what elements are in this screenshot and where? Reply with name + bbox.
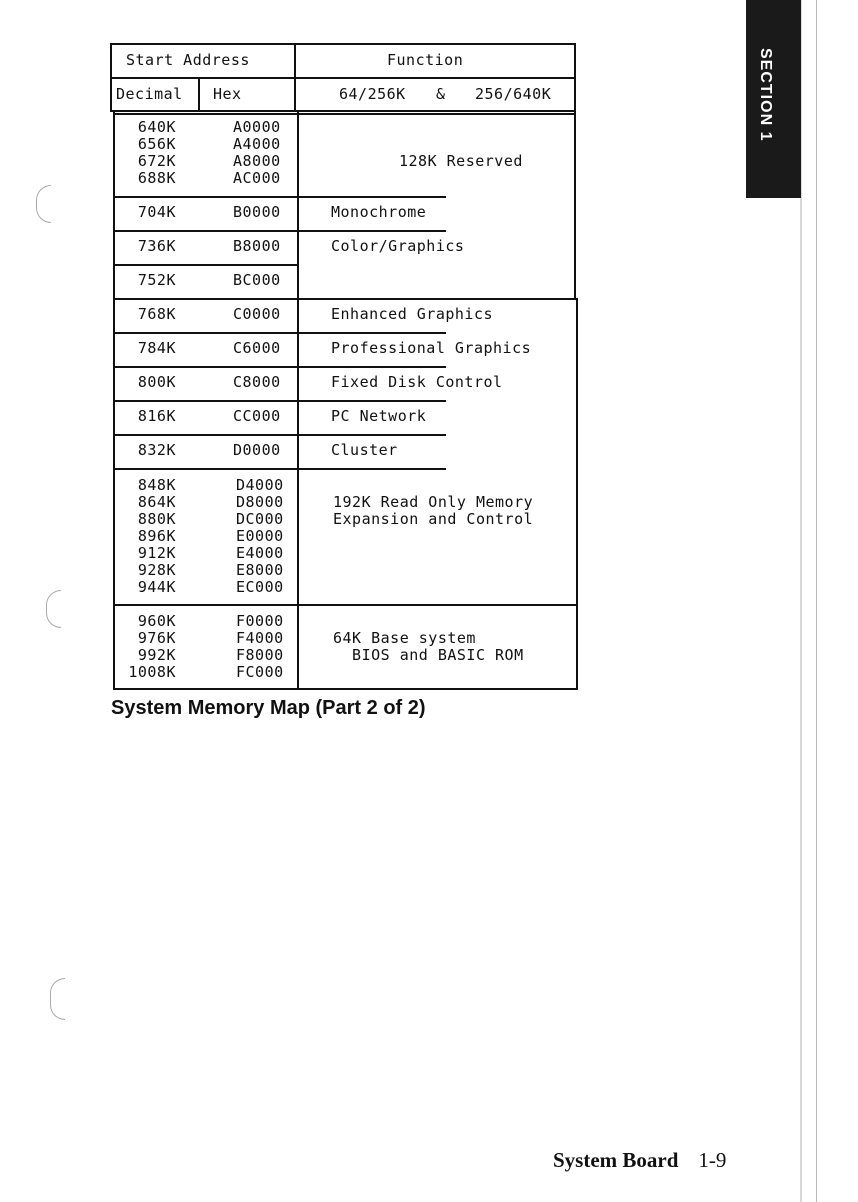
hex-cell: FC000 xyxy=(236,663,284,681)
header-func-sub-right: 256/640K xyxy=(475,85,552,103)
decimal-cell: 640K xyxy=(137,118,176,136)
table-rule xyxy=(113,113,576,115)
row-rule xyxy=(113,434,446,436)
decimal-cell: 736K xyxy=(137,237,176,255)
decimal-cell: 656K xyxy=(137,135,176,153)
table-border-top xyxy=(110,43,576,45)
section-tab-label: SECTION 1 xyxy=(757,48,774,142)
function-cell: Fixed Disk Control xyxy=(331,373,503,391)
decimal-cell: 768K xyxy=(137,305,176,323)
table-rule xyxy=(110,110,576,112)
header-start-address: Start Address xyxy=(126,51,250,69)
table-divider xyxy=(294,43,296,112)
table-caption: System Memory Map (Part 2 of 2) xyxy=(111,697,426,719)
hex-cell: C8000 xyxy=(233,373,281,391)
header-decimal: Decimal xyxy=(116,85,183,103)
section-tab xyxy=(746,0,801,198)
hex-cell: A4000 xyxy=(233,135,281,153)
hex-cell: E4000 xyxy=(236,544,284,562)
decimal-cell: 816K xyxy=(137,407,176,425)
page-number: 1-9 xyxy=(698,1148,727,1172)
decimal-cell: 896K xyxy=(137,527,176,545)
decimal-cell: 688K xyxy=(137,169,176,187)
row-rule xyxy=(113,604,578,606)
function-cell: Monochrome xyxy=(331,203,427,221)
table-border-right xyxy=(576,298,578,690)
decimal-cell: 928K xyxy=(137,561,176,579)
row-rule xyxy=(113,230,446,232)
footer-title: System Board xyxy=(553,1148,679,1172)
hex-cell: A8000 xyxy=(233,152,281,170)
function-cell: 192K Read Only Memory xyxy=(333,493,534,511)
row-rule xyxy=(113,366,446,368)
function-cell: Expansion and Control xyxy=(333,510,534,528)
decimal-cell: 800K xyxy=(137,373,176,391)
row-rule xyxy=(113,298,578,300)
decimal-cell: 960K xyxy=(137,612,176,630)
header-hex: Hex xyxy=(213,85,242,103)
header-function: Function xyxy=(387,51,464,69)
hex-cell: D8000 xyxy=(236,493,284,511)
hex-cell: F4000 xyxy=(236,629,284,647)
header-func-sub-amp: & xyxy=(436,85,446,103)
decimal-cell: 976K xyxy=(137,629,176,647)
hex-cell: CC000 xyxy=(233,407,281,425)
binding-edge-line xyxy=(816,0,817,1202)
header-func-sub-left: 64/256K xyxy=(339,85,406,103)
row-rule xyxy=(113,264,299,266)
decimal-cell: 672K xyxy=(137,152,176,170)
hex-cell: C0000 xyxy=(233,305,281,323)
hole-punch-mark xyxy=(36,185,51,223)
hex-cell: F0000 xyxy=(236,612,284,630)
table-rule xyxy=(110,77,576,79)
hex-cell: B0000 xyxy=(233,203,281,221)
decimal-cell: 752K xyxy=(137,271,176,289)
row-rule xyxy=(113,196,446,198)
table-border-right xyxy=(574,43,576,112)
hex-cell: AC000 xyxy=(233,169,281,187)
hex-cell: F8000 xyxy=(236,646,284,664)
hex-cell: DC000 xyxy=(236,510,284,528)
hex-cell: BC000 xyxy=(233,271,281,289)
decimal-cell: 704K xyxy=(137,203,176,221)
table-border-right xyxy=(574,112,576,300)
decimal-cell: 784K xyxy=(137,339,176,357)
function-cell: Cluster xyxy=(331,441,398,459)
decimal-cell: 880K xyxy=(137,510,176,528)
function-cell: 64K Base system xyxy=(333,629,476,647)
function-cell: PC Network xyxy=(331,407,427,425)
decimal-cell: 1008K xyxy=(128,663,176,681)
row-rule xyxy=(113,400,446,402)
hex-cell: E0000 xyxy=(236,527,284,545)
hex-cell: D0000 xyxy=(233,441,281,459)
decimal-cell: 848K xyxy=(137,476,176,494)
table-border-bottom xyxy=(113,688,578,690)
function-cell: BIOS and BASIC ROM xyxy=(333,646,524,664)
row-rule xyxy=(113,332,446,334)
table-border-left xyxy=(110,43,112,112)
hex-cell: A0000 xyxy=(233,118,281,136)
function-cell: Color/Graphics xyxy=(331,237,465,255)
decimal-cell: 992K xyxy=(137,646,176,664)
hex-cell: EC000 xyxy=(236,578,284,596)
decimal-cell: 864K xyxy=(137,493,176,511)
function-cell: 128K Reserved xyxy=(399,152,523,170)
hex-cell: E8000 xyxy=(236,561,284,579)
hole-punch-mark xyxy=(50,978,65,1020)
page-footer xyxy=(553,1148,726,1173)
decimal-cell: 912K xyxy=(137,544,176,562)
function-cell: Enhanced Graphics xyxy=(331,305,494,323)
table-divider xyxy=(198,77,200,112)
decimal-cell: 832K xyxy=(137,441,176,459)
function-cell: Professional Graphics xyxy=(331,339,532,357)
decimal-cell: 944K xyxy=(137,578,176,596)
hole-punch-mark xyxy=(46,590,61,628)
hex-cell: D4000 xyxy=(236,476,284,494)
hex-cell: C6000 xyxy=(233,339,281,357)
row-rule xyxy=(113,468,446,470)
hex-cell: B8000 xyxy=(233,237,281,255)
